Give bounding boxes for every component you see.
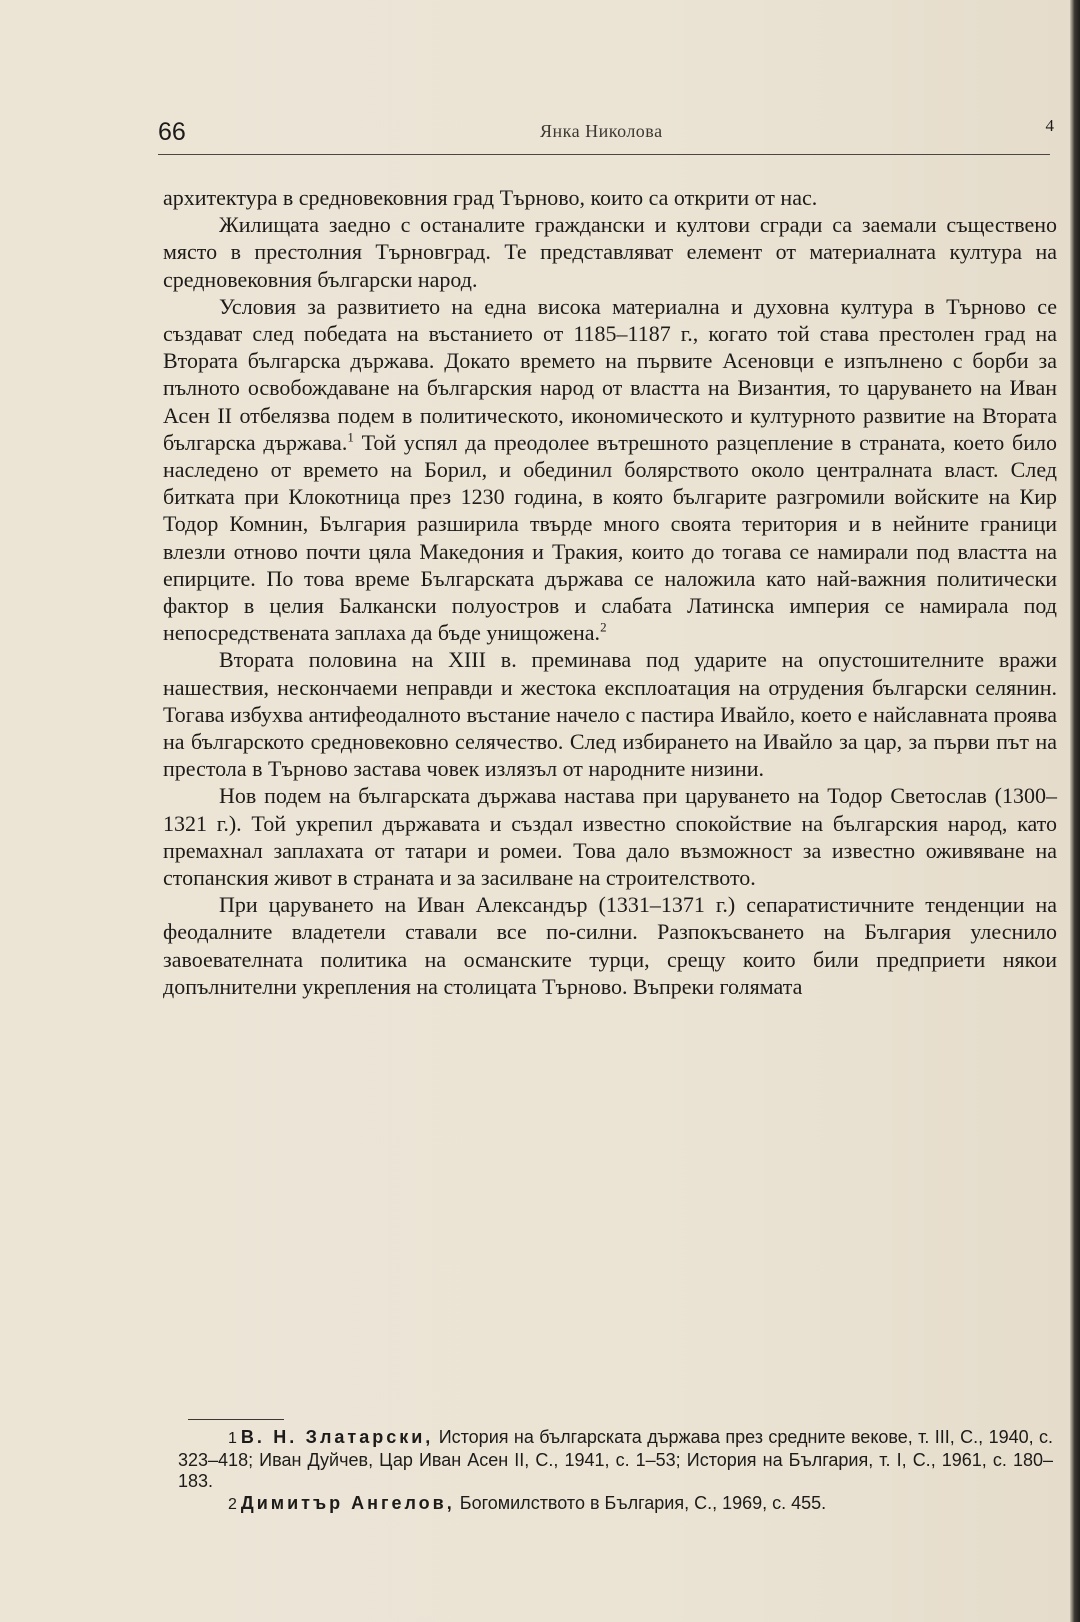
header-corner-mark: 4 — [1045, 116, 1054, 135]
footnote-2-author: Димитър Ангелов, — [240, 1492, 455, 1513]
footnote-ref-1: 1 — [347, 429, 354, 445]
paragraph-5: Нов подем на българската държава настава при царуването на Тодор Светослав (1300–1321 г.). Той укрепил държавата и създал известно спокойствие на българския народ, като премахнал заплахата от татари и ромеи. Това дало възможност за известно оживяване на стопанския живот в страната и за засилване на строителството. — [163, 783, 1057, 891]
paragraph-3-text-cont: Той успял да преодолее вътрешното разцепление в страната, което било наследено от времето на Борил, и обединил болярството около централната власт. След битката при Клокотница през 1230 година, в която българите разгромили войските на Кир Тодор Комнин, България разширила твърде много своята територия и в нейните граници влезли отново почти цяла Македония и Тракия, които до тогава се намирали под властта на епирците. По това време Българската държава се наложила като най-важния политически фактор в целия Балкански полуостров и слабата Латинска империя се намирала под непосредствената заплаха да бъде унищожена. — [163, 429, 1057, 646]
header-rule — [158, 154, 1050, 155]
footnote-2-number: 2 — [228, 1495, 237, 1513]
page-number: 66 — [158, 118, 186, 146]
paragraph-3 — [163, 293, 1057, 647]
footnote-1 — [178, 1427, 1053, 1493]
paragraph-4: Втората половина на XIII в. преминава под ударите на опустошителните вражи нашествия, нескончаеми неправди и жестока експлоатация на отрудения български селянин. Тогава избухва антифеодалното въстание начело с пастира Ивайло, което е найславната проява на българското средновековно селячество. След избирането на Ивайло за цар, за първи път на престола в Търново застава човек излязъл от народните низини. — [163, 647, 1057, 782]
footnote-ref-2: 2 — [600, 619, 607, 635]
paragraph-6: При царуването на Иван Александър (1331–1371 г.) сепаратистичните тенденции на феодалните владетели ставали все по-силни. Разпокъсването на България улеснило завоевателната политика на османските турци, срещу които били предприети някои допълнителни укрепления на столицата Търново. Въпреки голямата — [163, 892, 1057, 999]
footnote-1-author: В. Н. Златарски, — [240, 1427, 434, 1447]
footnote-2 — [178, 1493, 1053, 1516]
footnote-2-text: Богомилството в България, С., 1969, с. 455. — [454, 1492, 827, 1513]
paragraph-2: Жилищата заедно с останалите граждански и култови сгради са заемали съществено място в престолния Търновград. Те представляват елемент от материалната култура на средновековния български народ. — [163, 212, 1057, 292]
footnote-rule — [188, 1419, 284, 1420]
running-head: Янка Николова — [540, 121, 663, 141]
footnote-1-text: История на българската държава през средните векове, т. III, С., 1940, с. 323–418; Иван Дуйчев, Цар Иван Асен II, С., 1941, с. 1–53; История на България, т. I, С., 1961, с. 180–183. — [178, 1427, 1053, 1491]
page-edge-shadow — [1070, 0, 1080, 1622]
body-text — [163, 184, 1057, 1000]
paragraph-1: архитектура в средновековния град Търново, които са открити от нас. — [163, 185, 818, 210]
page-header — [158, 112, 1060, 152]
footnote-1-number: 1 — [228, 1430, 237, 1447]
paragraph-3-text: Условия за развитието на една висока материална и духовна култура в Търново се създават след победата на въстанието от 1185–1187 г., когато той става престолен град на Втората българска държава. Докато времето на първите Асеновци е изпълнено с борби за пълното освобождаване на българския народ от властта на Византия, то царуването на Иван Асен II отбелязва подем в политическото, икономическото и културното развитие на Втората българска държава. — [163, 293, 1057, 455]
footnotes — [178, 1427, 1053, 1515]
